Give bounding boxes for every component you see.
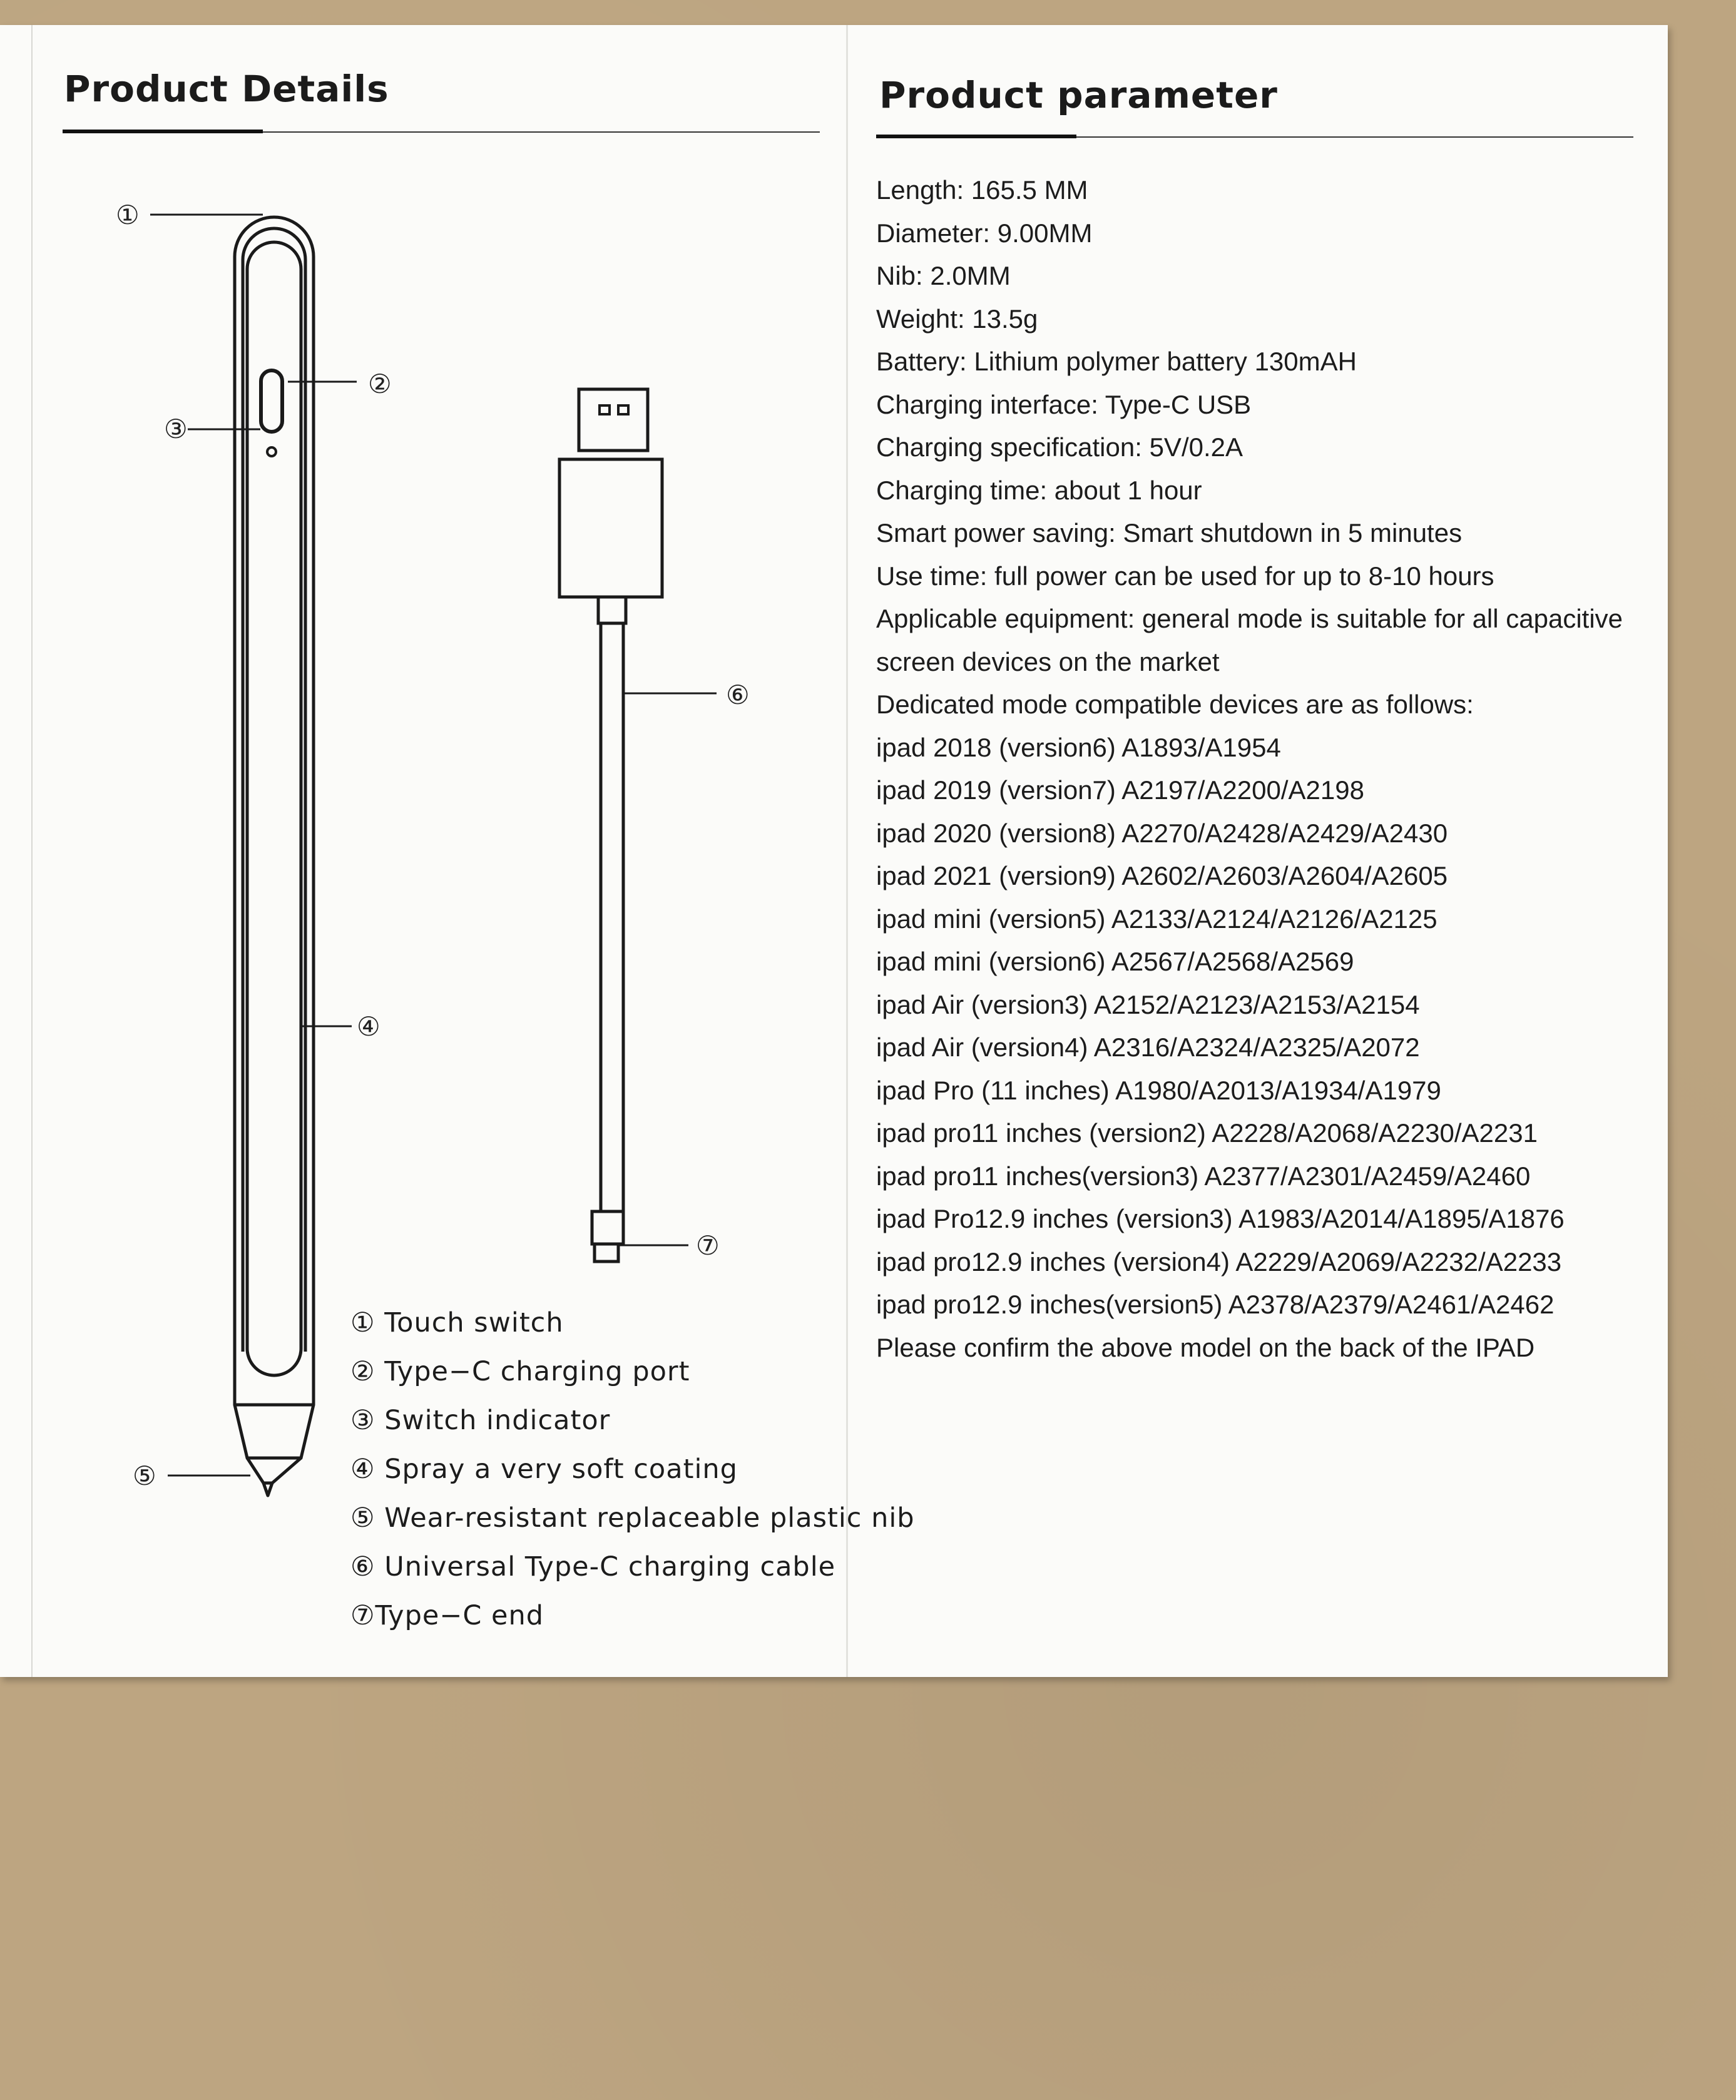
param-length: Length: 165.5 MM [876, 175, 1088, 205]
device-row: ipad 2019 (version7) A2197/A2200/A2198 [876, 775, 1364, 805]
usb-a-plug-housing [559, 459, 662, 597]
callout-6: ⑥ [726, 680, 750, 710]
param-nib: Nib: 2.0MM [876, 261, 1011, 290]
param-power-saving: Smart power saving: Smart shutdown in 5 minutes [876, 518, 1463, 548]
callout-7: ⑦ [696, 1230, 720, 1261]
device-row: ipad 2021 (version9) A2602/A2603/A2604/A2605 [876, 861, 1448, 890]
product-details-title: Product Details [64, 68, 389, 110]
param-weight: Weight: 13.5g [876, 303, 1038, 334]
device-row: ipad 2018 (version6) A1893/A1954 [876, 732, 1281, 762]
device-row: ipad pro11 inches (version2) A2228/A2068/A2230/A2231 [876, 1118, 1538, 1148]
stylus-inner-loop [247, 242, 301, 1375]
param-dedicated-mode: Dedicated mode compatible devices are as follows: [876, 690, 1474, 719]
device-row: ipad Pro (11 inches) A1980/A2013/A1934/A1979 [876, 1075, 1441, 1105]
component-legend [350, 1298, 915, 1640]
legend-item: ⑥ Universal Type-C charging cable [350, 1551, 836, 1583]
callout-4: ④ [357, 1011, 380, 1042]
param-diameter: Diameter: 9.00MM [876, 218, 1093, 248]
stylus-charging-port [261, 370, 282, 432]
device-row: ipad Air (version4) A2316/A2324/A2325/A2072 [876, 1032, 1420, 1062]
stylus-nib-tip [247, 1458, 301, 1483]
legend-item: ⑦Type−C end [350, 1600, 544, 1631]
device-row: ipad mini (version6) A2567/A2568/A2569 [876, 947, 1354, 976]
callout-1: ① [116, 200, 140, 230]
parameter-list [876, 169, 1652, 1369]
title-rule-right-accent [876, 135, 1076, 138]
type-c-end [595, 1244, 618, 1262]
callout-5: ⑤ [133, 1460, 156, 1491]
callout-3: ③ [164, 414, 188, 444]
device-row: ipad 2020 (version8) A2270/A2428/A2429/A2430 [876, 818, 1448, 848]
param-charging-interface: Charging interface: Type-C USB [876, 389, 1252, 419]
stylus-indicator [267, 447, 276, 456]
leaflet-sheet [0, 25, 1668, 1677]
product-parameter-title: Product parameter [879, 74, 1278, 116]
confirm-note: Please confirm the above model on the back of the IPAD [876, 1332, 1535, 1362]
param-charging-spec: Charging specification: 5V/0.2A [876, 432, 1243, 462]
legend-item: ① Touch switch [350, 1307, 564, 1338]
param-use-time: Use time: full power can be used for up to 8-10 hours [876, 561, 1494, 591]
param-charging-time: Charging time: about 1 hour [876, 475, 1202, 505]
stylus-inner-outline [243, 228, 305, 1352]
device-row: ipad Pro12.9 inches (version3) A1983/A2014/A1895/A1876 [876, 1204, 1565, 1233]
cable-wire [601, 623, 623, 1211]
stylus-nib-cone [235, 1405, 314, 1458]
device-row: ipad mini (version5) A2133/A2124/A2126/A2125 [876, 904, 1437, 934]
callout-2: ② [368, 369, 392, 399]
device-row: ipad pro12.9 inches(version5) A2378/A2379/A2461/A2462 [876, 1290, 1555, 1319]
legend-item: ⑤ Wear-resistant replaceable plastic nib [350, 1502, 915, 1534]
device-row: ipad Air (version3) A2152/A2123/A2153/A2154 [876, 989, 1420, 1019]
param-battery: Battery: Lithium polymer battery 130mAH [876, 347, 1357, 376]
param-applicable-equipment-cont: screen devices on the market [876, 646, 1220, 676]
param-applicable-equipment: Applicable equipment: general mode is suitable for all capacitive [876, 604, 1623, 633]
usb-a-plug-tip [579, 389, 648, 451]
device-row: ipad pro12.9 inches (version4) A2229/A2069/A2232/A2233 [876, 1246, 1562, 1277]
legend-item: ③ Switch indicator [350, 1405, 611, 1436]
legend-item: ④ Spray a very soft coating [350, 1454, 738, 1485]
device-row: ipad pro11 inches(version3) A2377/A2301/A2459/A2460 [876, 1161, 1531, 1191]
legend-item: ② Type−C charging port [350, 1356, 690, 1387]
